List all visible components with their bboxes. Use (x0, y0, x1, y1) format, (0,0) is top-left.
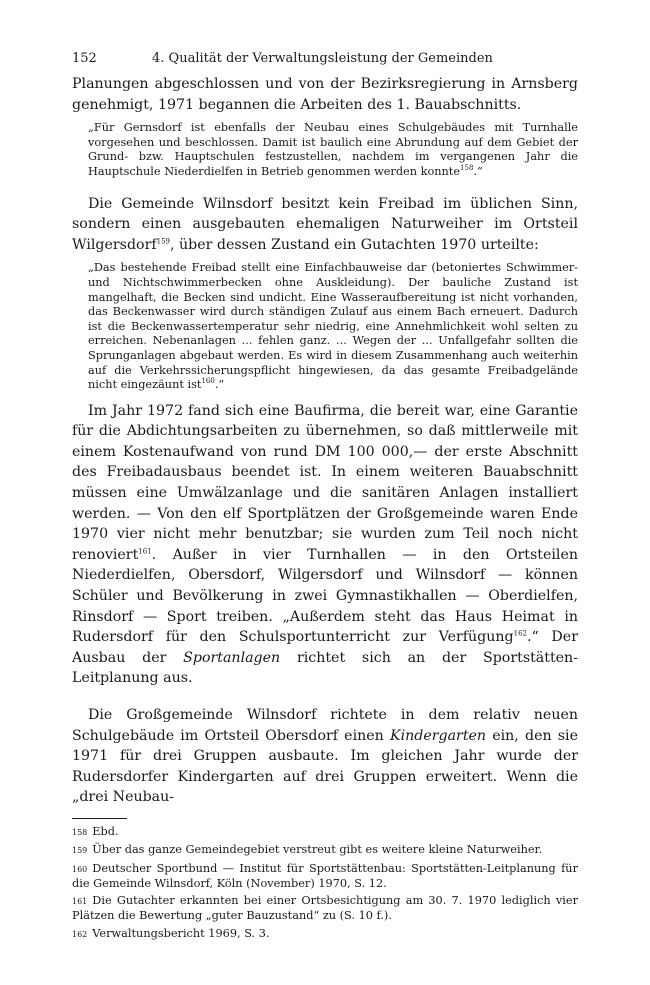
page-number: 152 (72, 51, 97, 66)
footnote-text: Deutscher Sportbund — Institut für Sportstättenbau: Sportstätten-Leitplanung für die Gemeinde Wilnsdorf, Köln (November) 1970, S. 12. (72, 861, 578, 890)
paragraph-text: . Außer in vier Turnhallen — in den Ortsteilen Niederdielfen, Obersdorf, Wilgersdorf und Wilnsdorf — können Schüler und Bevölkerung in zwei Gymnastikhallen — Oberdielfen, Rinsdorf — Sport treiben. „Außerdem steht das Haus Heimat in Rudersdorf für den Schulsportunterricht zur Verfügung (72, 546, 578, 646)
footnote-text: Über das ganze Gemeindegebiet verstreut gibt es weitere kleine Naturweiher. (92, 843, 543, 857)
paragraph-text: Planungen abgeschlossen und von der Bezirksregierung in Arnsberg genehmigt, 1971 begannen die Arbeiten des 1. Bauabschnitts. (72, 76, 578, 113)
footnote-ref-159[interactable]: 159 (156, 237, 170, 246)
footnote-number: 162 (72, 929, 88, 939)
paragraph-text: .“ Der Ausbau der (72, 629, 578, 666)
footnote-separator (72, 818, 127, 819)
footnote-ref-161[interactable]: 161 (138, 547, 152, 556)
quote-text: „Für Gernsdorf ist ebenfalls der Neubau eines Schulgebäudes mit Turnhalle vorgesehen und beschlossen. Damit ist baulich eine Abrundung auf dem Gebiet der Grund- bzw. Hauptschulen festzustellen, nachdem im vergangenen Jahr die Hauptschule Niederdielfen in Betrieb genommen werden konnte (88, 121, 578, 178)
footnote-number: 158 (72, 827, 88, 837)
paragraph-sportanlagen (72, 401, 578, 689)
paragraph-kindergarten (72, 705, 578, 808)
paragraph-text: richtet sich an der Sportstätten-Leitplanung aus. (72, 649, 578, 687)
footnote-160 (72, 862, 578, 892)
footnote-number: 159 (72, 846, 88, 856)
footnotes (72, 825, 578, 942)
footnote-text: Die Gutachter erkannten bei einer Ortsbesichtigung am 30. 7. 1970 lediglich vier Plätzen die Bewertung „guter Bauzustand“ zu (S. 10 f.). (72, 894, 578, 923)
footnote-number: 161 (72, 897, 88, 907)
block-quote-gutachten (72, 261, 578, 392)
block-quote-gernsdorf (72, 121, 578, 179)
footnote-158 (72, 825, 578, 840)
quote-end: .“ (214, 378, 225, 392)
running-title: 4. Qualität der Verwaltungsleistung der Gemeinden (152, 51, 493, 66)
paragraph-continuation (72, 74, 578, 115)
paragraph-text: Im Jahr 1972 fand sich eine Baufirma, die bereit war, eine Garantie für die Abdichtungsarbeiten zu übernehmen, so daß mittlerweile mit einem Kostenaufwand von rund DM 100 000,— der erste Abschnitt des Freibadausbaus beendet ist. In einem weiteren Bauabschnitt müssen eine Umwälzanlage und die sanitären Anlagen installiert werden. — Von den elf Sportplätzen der Großgemeinde waren Ende 1970 vier nicht mehr benutzbar; sie wurden zum Teil noch nicht renoviert (72, 402, 578, 563)
footnote-159 (72, 843, 578, 858)
footnote-ref-162[interactable]: 162 (513, 629, 527, 638)
footnote-162 (72, 927, 578, 942)
paragraph-text: Die Gemeinde Wilnsdorf besitzt kein Freibad im üblichen Sinn, sondern einen ausgebauten ehemaligen Naturweiher im Ortsteil Wilgersdorf (72, 195, 578, 253)
paragraph-freibad (72, 194, 578, 256)
emphasis-sportanlagen: Sportanlagen (183, 649, 281, 666)
paragraph-text: , über dessen Zustand ein Gutachten 1970 urteilte: (169, 236, 539, 253)
running-header (72, 50, 578, 68)
footnote-ref-158[interactable]: 158 (460, 164, 474, 173)
footnote-text: Ebd. (92, 824, 119, 838)
page (72, 50, 578, 945)
emphasis-kindergarten: Kindergarten (389, 727, 487, 744)
footnote-number: 160 (72, 864, 88, 874)
footnote-161 (72, 894, 578, 924)
paragraph-text: ein, den sie 1971 für drei Gruppen ausbaute. Im gleichen Jahr wurde der Rudersdorfer Kindergarten auf drei Gruppen erweitert. Wenn die „drei Neubau- (72, 727, 578, 806)
paragraph-text: Die Großgemeinde Wilnsdorf richtete in dem relativ neuen Schulgebäude im Ortsteil Obersdorf einen (72, 707, 578, 744)
quote-text: „Das bestehende Freibad stellt eine Einfachbauweise dar (betoniertes Schwimmer- und Nichtschwimmerbecken ohne Auskleidung). Der bauliche Zustand ist mangelhaft, die Becken sind undicht. Eine Wasseraufbereitung ist nicht vorhanden, das Beckenwasser wird durch ständigen Zulauf aus einem Bach erneuert. Dadurch ist die Beckenwassertemperatur sehr niedrig, eine Annehmlichkeit wohl selten zu erreichen. Nebenanlagen ... fehlen ganz. ... Wegen der ... Unfallgefahr sollten die Sprunganlagen abgebaut werden. Es wird in diesem Zusammenhang auch weiterhin auf die Verkehrssicherungspflicht hingewiesen, da das gesamte Freibadgelände nicht eingezäunt ist (88, 261, 578, 392)
quote-end: .“ (473, 164, 483, 178)
footnote-text: Verwaltungsbericht 1969, S. 3. (92, 926, 270, 940)
footnote-ref-160[interactable]: 160 (201, 377, 215, 386)
